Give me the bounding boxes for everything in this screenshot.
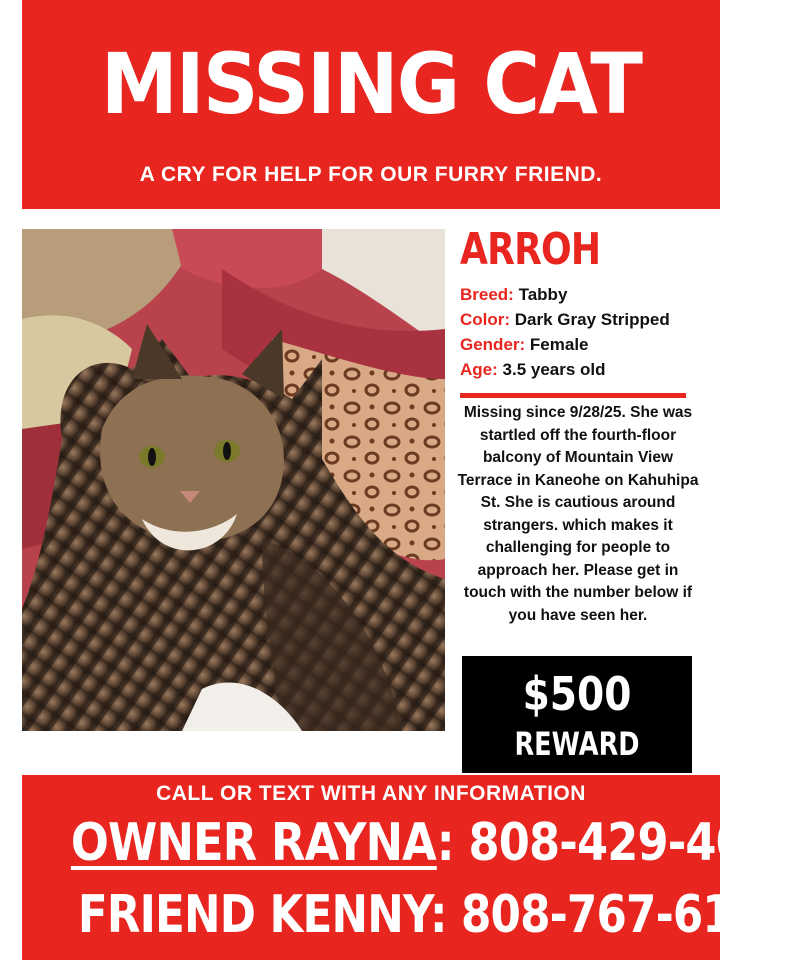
fact-age bbox=[460, 357, 722, 382]
fact-value: Female bbox=[529, 335, 589, 354]
contact-friend bbox=[77, 883, 792, 947]
contact-phone[interactable]: 808-767-6178 bbox=[460, 885, 792, 945]
poster-subtitle: A CRY FOR HELP FOR OUR FURRY FRIEND. bbox=[139, 163, 603, 186]
fact-label: Age: bbox=[460, 360, 498, 379]
contact-separator: : bbox=[436, 813, 469, 873]
fact-label: Color: bbox=[460, 310, 511, 329]
fact-label: Breed: bbox=[460, 285, 514, 304]
cat-info-panel bbox=[460, 222, 722, 382]
fact-value: Tabby bbox=[518, 285, 568, 304]
reward-box bbox=[462, 656, 692, 773]
fact-value: 3.5 years old bbox=[502, 360, 606, 379]
contact-name: OWNER RAYNA bbox=[70, 813, 437, 873]
fact-breed bbox=[460, 282, 722, 307]
contact-banner bbox=[22, 775, 806, 960]
cat-name: ARROH bbox=[460, 224, 601, 275]
fact-color bbox=[460, 307, 722, 332]
header-banner bbox=[22, 0, 720, 209]
fact-value: Dark Gray Stripped bbox=[514, 310, 670, 329]
reward-amount: $500 bbox=[522, 667, 632, 721]
cat-facts bbox=[460, 282, 722, 382]
cat-photo bbox=[22, 229, 445, 731]
fact-label: Gender: bbox=[460, 335, 526, 354]
reward-label: REWARD bbox=[514, 725, 640, 763]
missing-description: Missing since 9/28/25. She was startled off the fourth-floor balcony of Mountain View Terrace in Kaneohe on Kahuhipa St. She is cautious around strangers. which makes it challenging for people to approach her. Please get in touch with the number below if you have seen her. bbox=[457, 404, 699, 624]
contact-owner bbox=[70, 811, 806, 875]
fact-gender bbox=[460, 332, 722, 357]
contact-name: FRIEND KENNY bbox=[77, 885, 430, 945]
poster-title: MISSING CAT bbox=[100, 35, 642, 133]
contact-phone[interactable]: 808-429-4014 bbox=[468, 813, 806, 873]
contact-separator: : bbox=[429, 885, 461, 945]
contact-cta: CALL OR TEXT WITH ANY INFORMATION bbox=[156, 782, 586, 805]
section-divider bbox=[460, 393, 686, 398]
